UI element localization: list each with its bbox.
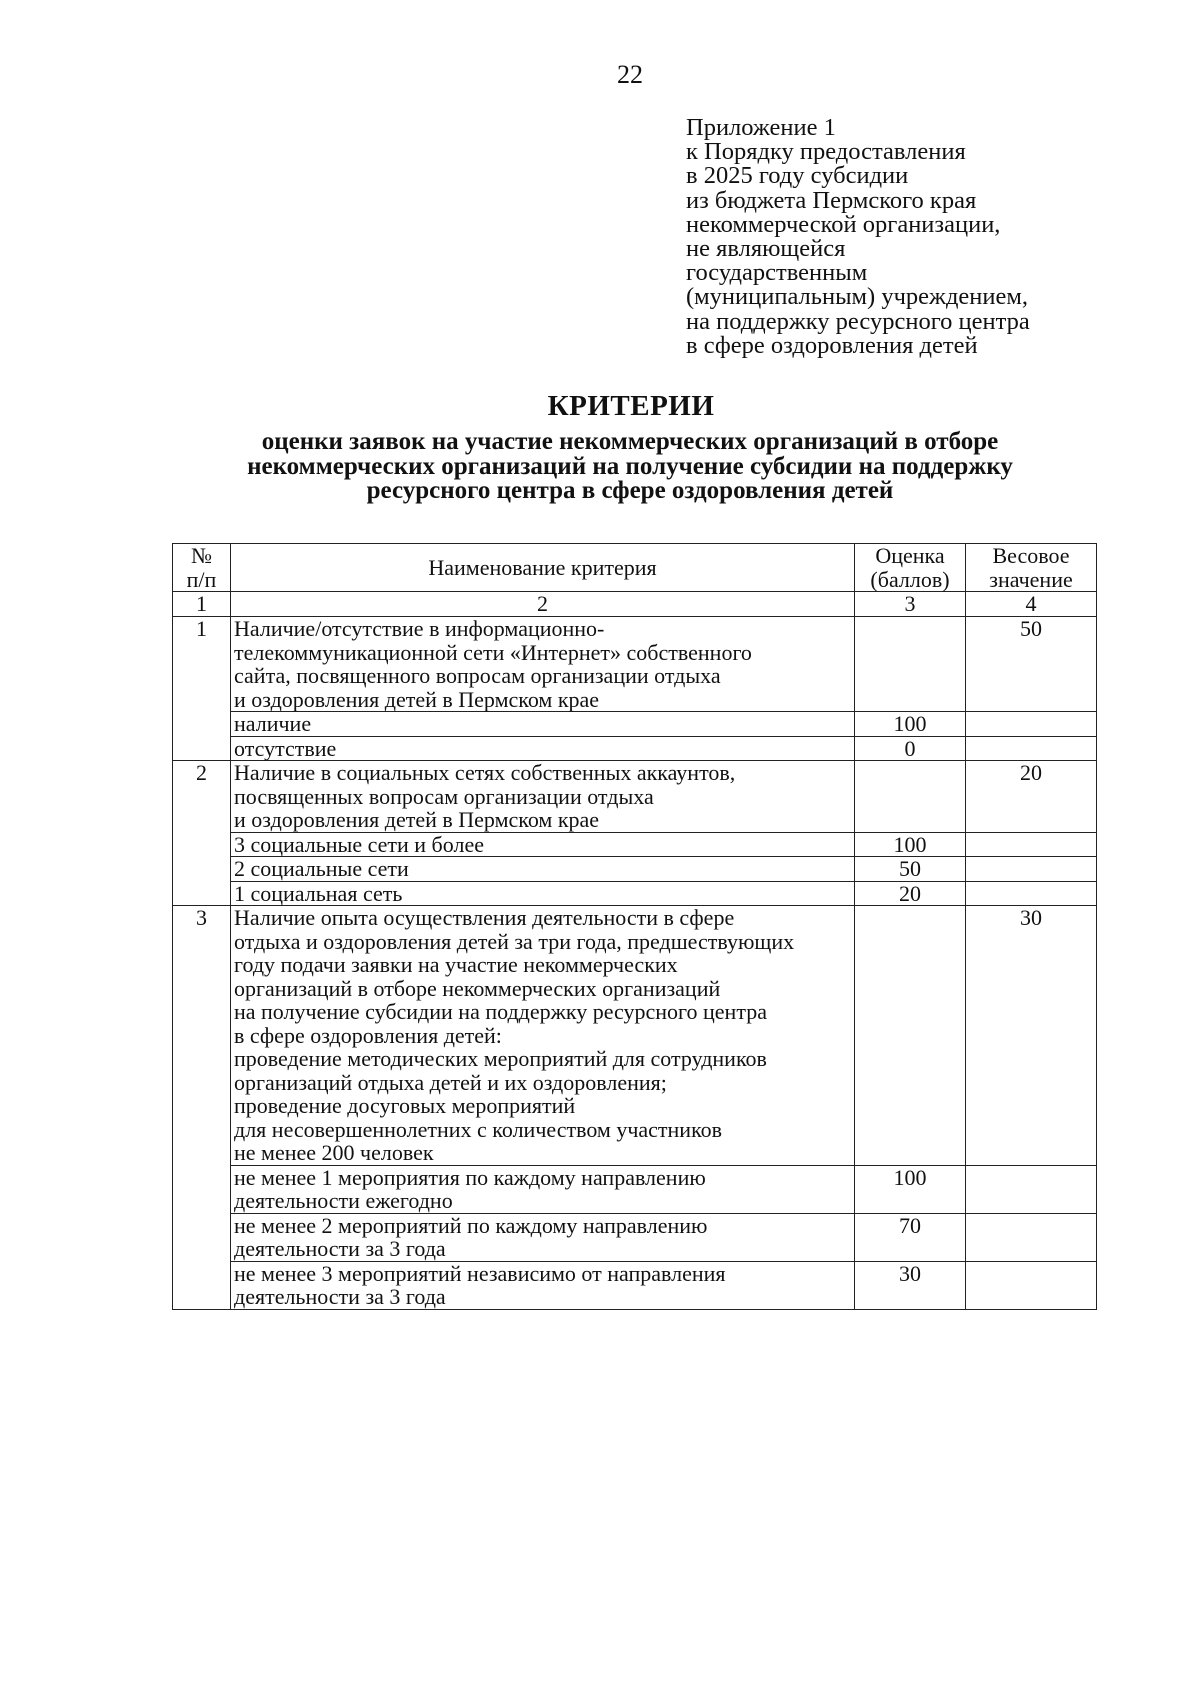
- option-name-line: деятельности за 3 года: [234, 1236, 446, 1261]
- option-weight-empty: [966, 857, 1097, 882]
- criterion-name-line: проведение досуговых мероприятий: [234, 1093, 576, 1118]
- option-weight-empty: [966, 1213, 1097, 1261]
- option-weight-empty: [966, 1261, 1097, 1309]
- criterion-name-line: не менее 200 человек: [234, 1140, 434, 1165]
- criterion-score-empty: [855, 906, 966, 1166]
- option-name-line: 3 социальные сети и более: [234, 831, 484, 857]
- option-row: [173, 712, 1097, 737]
- option-score: 50: [855, 857, 966, 882]
- criterion-name-line: телекоммуникационной сети «Интернет» собственного: [234, 639, 752, 665]
- option-score: 0: [855, 736, 966, 761]
- criterion-score-empty: [855, 617, 966, 712]
- appendix-line: к Порядку предоставления: [686, 138, 966, 166]
- table-header-row: [173, 544, 1097, 592]
- criterion-name-line: Наличие в социальных сетях собственных аккаунтов,: [234, 760, 736, 785]
- header-name: Наименование критерия: [231, 544, 855, 592]
- criterion-name-line: посвященных вопросам организации отдыха: [234, 783, 654, 809]
- option-row: [173, 1165, 1097, 1213]
- option-weight-empty: [966, 736, 1097, 761]
- option-row: [173, 1213, 1097, 1261]
- option-name: [231, 832, 855, 857]
- criterion-name: [231, 906, 855, 1166]
- criterion-name-line: на получение субсидии на поддержку ресурсного центра: [234, 999, 767, 1024]
- appendix-line: в 2025 году субсидии: [686, 162, 909, 190]
- criterion-weight: 50: [966, 617, 1097, 712]
- table-row: [173, 906, 1097, 1166]
- criterion-number: 2: [173, 761, 231, 906]
- criterion-name-line: отдыха и оздоровления детей за три года, предшествующих: [234, 928, 795, 954]
- appendix-note: [686, 116, 1156, 358]
- option-row: [173, 736, 1097, 761]
- document-subtitle: [160, 430, 1100, 504]
- column-number: 2: [231, 592, 855, 617]
- option-score: 70: [855, 1213, 966, 1261]
- option-name: [231, 736, 855, 761]
- appendix-line: государственным: [686, 259, 868, 287]
- appendix-line: не являющейся: [686, 235, 846, 263]
- option-name: [231, 712, 855, 737]
- criterion-name: [231, 617, 855, 712]
- option-score: 100: [855, 832, 966, 857]
- header-weight: Весовое значение: [966, 544, 1097, 592]
- appendix-line: (муниципальным) учреждением,: [686, 283, 1029, 311]
- criterion-name-line: и оздоровления детей в Пермском крае: [234, 807, 600, 832]
- header-num: № п/п: [173, 544, 231, 592]
- criterion-name-line: году подачи заявки на участие некоммерческих: [234, 952, 678, 977]
- option-weight-empty: [966, 1165, 1097, 1213]
- option-row: [173, 1261, 1097, 1309]
- option-row: [173, 881, 1097, 906]
- criterion-name-line: Наличие/отсутствие в информационно-: [234, 616, 605, 641]
- appendix-line: из бюджета Пермского края: [686, 186, 977, 214]
- option-name-line: деятельности за 3 года: [234, 1284, 446, 1309]
- option-score: 20: [855, 881, 966, 906]
- option-name: [231, 857, 855, 882]
- criterion-name: [231, 761, 855, 833]
- criterion-name-line: проведение методических мероприятий для сотрудников: [234, 1046, 767, 1071]
- appendix-line: в сфере оздоровления детей: [686, 331, 978, 359]
- option-weight-empty: [966, 832, 1097, 857]
- option-name: [231, 1261, 855, 1309]
- column-number: 4: [966, 592, 1097, 617]
- header-score: Оценка (баллов): [855, 544, 966, 592]
- table-row: [173, 617, 1097, 712]
- criterion-name-line: организаций в отборе некоммерческих организаций: [234, 975, 721, 1001]
- criterion-name-line: сайта, посвященного вопросам организации отдыха: [234, 663, 721, 688]
- column-number: 3: [855, 592, 966, 617]
- subtitle-line: некоммерческих организаций на получение субсидии на поддержку: [247, 452, 1013, 480]
- criterion-weight: 30: [966, 906, 1097, 1166]
- option-score: 30: [855, 1261, 966, 1309]
- option-name: [231, 1165, 855, 1213]
- option-name-line: 2 социальные сети: [234, 856, 409, 881]
- appendix-line: Приложение 1: [686, 114, 836, 141]
- criterion-name-line: и оздоровления детей в Пермском крае: [234, 686, 600, 712]
- criterion-name-line: организаций отдыха детей и их оздоровления;: [234, 1069, 667, 1095]
- appendix-line: некоммерческой организации,: [686, 210, 1001, 238]
- page-number: 22: [617, 60, 643, 89]
- criterion-weight: 20: [966, 761, 1097, 833]
- option-weight-empty: [966, 712, 1097, 737]
- option-weight-empty: [966, 881, 1097, 906]
- subtitle-line: оценки заявок на участие некоммерческих организаций в отборе: [261, 428, 999, 455]
- option-name-line: деятельности ежегодно: [234, 1188, 453, 1213]
- column-number: 1: [173, 592, 231, 617]
- document-title: КРИТЕРИИ: [547, 390, 715, 422]
- option-row: [173, 857, 1097, 882]
- option-name-line: не менее 1 мероприятия по каждому направлению: [234, 1164, 706, 1190]
- option-name-line: наличие: [234, 711, 312, 736]
- option-row: [173, 832, 1097, 857]
- option-name: [231, 881, 855, 906]
- table-row: [173, 761, 1097, 833]
- option-name-line: не менее 2 мероприятий по каждому направлению: [234, 1212, 708, 1238]
- option-score: 100: [855, 1165, 966, 1213]
- criterion-name-line: для несовершеннолетних с количеством участников: [234, 1116, 723, 1142]
- criteria-table: [172, 543, 1097, 1310]
- criterion-number: 1: [173, 617, 231, 761]
- subtitle-line: ресурсного центра в сфере оздоровления детей: [366, 477, 894, 504]
- criterion-name-line: Наличие опыта осуществления деятельности в сфере: [234, 905, 735, 930]
- option-name: [231, 1213, 855, 1261]
- option-name-line: 1 социальная сеть: [234, 880, 403, 906]
- appendix-line: на поддержку ресурсного центра: [686, 307, 1030, 335]
- option-name-line: не менее 3 мероприятий независимо от направления: [234, 1260, 726, 1286]
- criterion-score-empty: [855, 761, 966, 833]
- criterion-number: 3: [173, 906, 231, 1310]
- column-number-row: [173, 592, 1097, 617]
- option-name-line: отсутствие: [234, 735, 337, 761]
- criterion-name-line: в сфере оздоровления детей:: [234, 1022, 502, 1048]
- option-score: 100: [855, 712, 966, 737]
